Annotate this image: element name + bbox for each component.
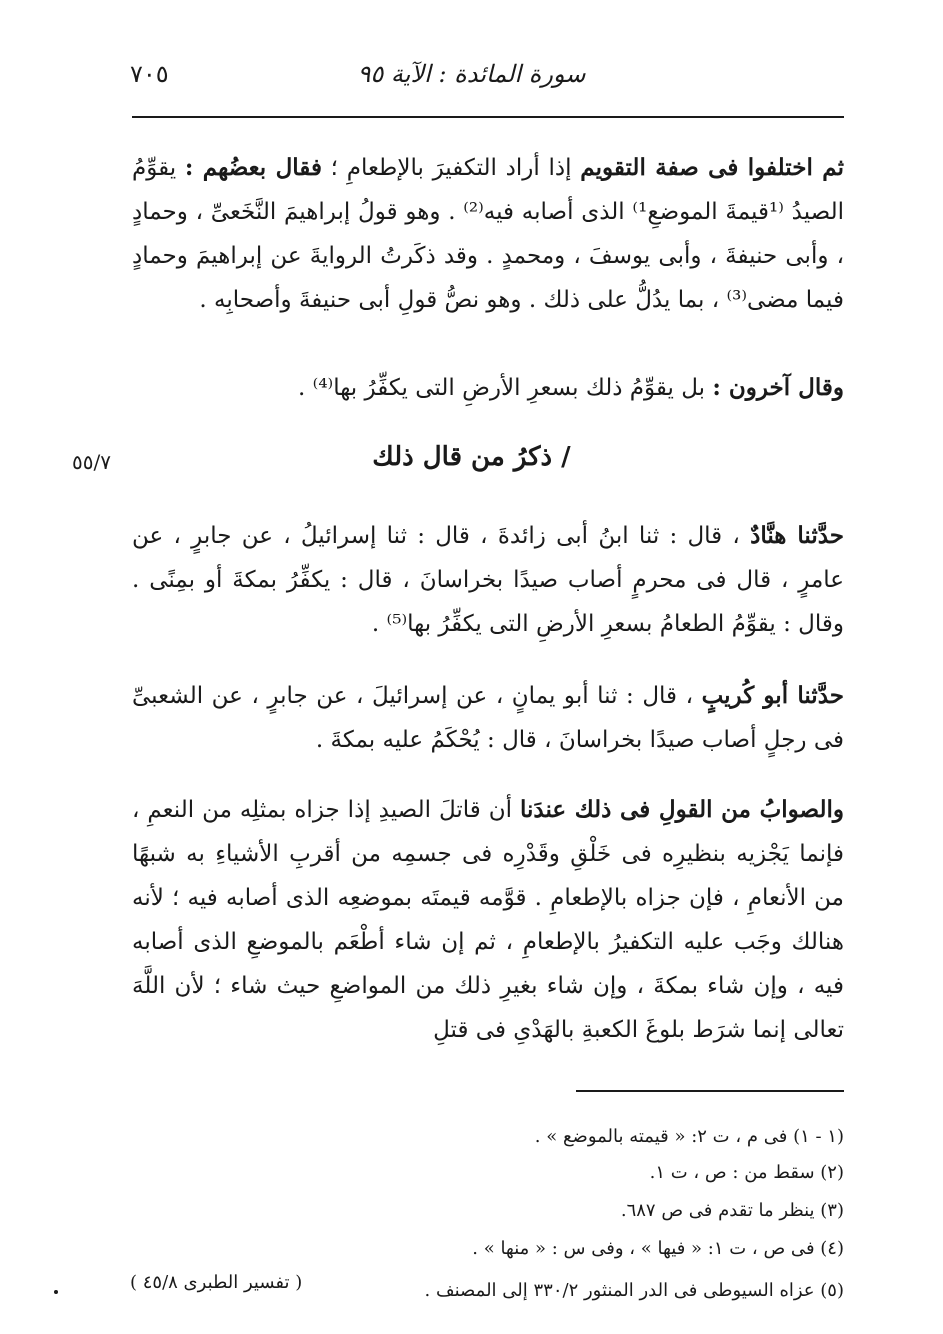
paragraph-1-text: إذا أراد التكفيرَ بالإطعامِ ؛: [321, 155, 581, 181]
paragraph-2: [132, 366, 844, 410]
paragraph-3-text: ، قال : ثنا ابنُ أبى زائدةَ ، قال : ثنا إسرائيلُ ، عن جابرٍ ، عن عامرٍ ، قال فى محرمٍ أصاب صيدًا بخراسانَ ، قال : يكفِّرُ بمكةَ أو بمِنًى . وقال : يقوِّمُ الطعامُ بسعرِ الأرضِ التى يكفِّرُ بها⁽⁵⁾ .: [132, 523, 844, 637]
paragraph-5: [132, 788, 844, 1052]
footnote-3: (٣) ينظر ما تقدم فى ص ٦٨٧.: [620, 1200, 844, 1221]
page-number: ٧٠٥: [130, 60, 169, 88]
paragraph-5-text: أن قاتلَ الصيدِ إذا جزاه بمثلِه من النعمِ ، فإنما يَجْزيه بنظيرِه فى خَلْقِ وقَدْرِه فى جسمِه من أقربِ الأشياءِ به شبهًا من الأنعامِ ، فإن جزاه بالإطعامِ . قوَّمه قيمتَه بموضعِه الذى أصابه فيه ؛ لأنه هنالك وجَب عليه التكفيرُ بالإطعامِ ، ثم إن شاء أطْعَم بالموضعِ الذى أصابه فيه ، وإن شاء بمكةَ ، وإن شاء بغيرِ ذلك من المواضعِ حيث شاء ؛ لأن اللَّهَ تعالى إنما شرَط بلوغَ الكعبةِ بالهَدْىِ فى قتلِ: [132, 797, 844, 1043]
footnote-2: (٢) سقط من : ص ، ت ١.: [649, 1162, 844, 1183]
footnote-4: (٤) فى ص ، ت ١: « فيها » ، وفى س : « منها » .: [472, 1238, 844, 1259]
paragraph-1: [132, 146, 844, 322]
margin-reference: ٥٥/٧: [72, 450, 111, 474]
paragraph-4: [132, 674, 844, 762]
paragraph-1-lead: ثم اختلفوا فى صفة التقويم: [580, 154, 844, 181]
paragraph-3-lead: حدَّثنا هنَّادٌ: [750, 522, 845, 549]
paragraph-1-lead2: فقال بعضُهم :: [184, 154, 322, 181]
footnote-5: (٥) عزاه السيوطى فى الدر المنثور ٣٣٠/٢ إلى المصنف .: [424, 1280, 844, 1301]
paragraph-2-lead: وقال آخرون :: [712, 374, 844, 401]
footnote-1: (١ - ١) فى م ، ت ٢: « قيمته بالموضع » .: [534, 1126, 844, 1147]
header-rule: [132, 116, 844, 118]
print-mark: [54, 1290, 58, 1294]
paragraph-1-text2: يقوِّمُ الصيدُ ⁽¹قيمةَ الموضعِ¹⁾ الذى أصابه فيه⁽²⁾ . وهو قولُ إبراهيمَ النَّخَعىِّ ، وحمادٍ ، وأبى حنيفةَ ، وأبى يوسفَ ، ومحمدٍ . وقد ذكَرتُ الروايةَ عن إبراهيمَ وحمادٍ فيما مضى⁽³⁾ ، بما يدُلُّ على ذلك . وهو نصُّ قولِ أبى حنيفةَ وأصحابِه .: [132, 155, 844, 313]
volume-signature: ( تفسير الطبرى ٤٥/٨ ): [130, 1272, 303, 1293]
paragraph-4-lead: حدَّثنا أبو كُريبٍ: [701, 682, 844, 709]
paragraph-3: [132, 514, 844, 646]
paragraph-5-lead: والصوابُ من القولِ فى ذلك عندَنا: [519, 796, 844, 823]
paragraph-4-text: ، قال : ثنا أبو يمانٍ ، عن إسرائيلَ ، عن جابرٍ ، عن الشعبىِّ فى رجلٍ أصاب صيدًا بخراسانَ ، قال : يُحْكَمُ عليه بمكةَ .: [132, 683, 844, 753]
footnote-rule: [576, 1090, 844, 1092]
running-header-title: سورة المائدة : الآية ٩٥: [357, 60, 586, 88]
section-title: / ذكرُ من قال ذلك: [372, 442, 571, 472]
paragraph-2-text: بل يقوِّمُ ذلك بسعرِ الأرضِ التى يكفِّرُ بها⁽⁴⁾ .: [298, 375, 713, 401]
